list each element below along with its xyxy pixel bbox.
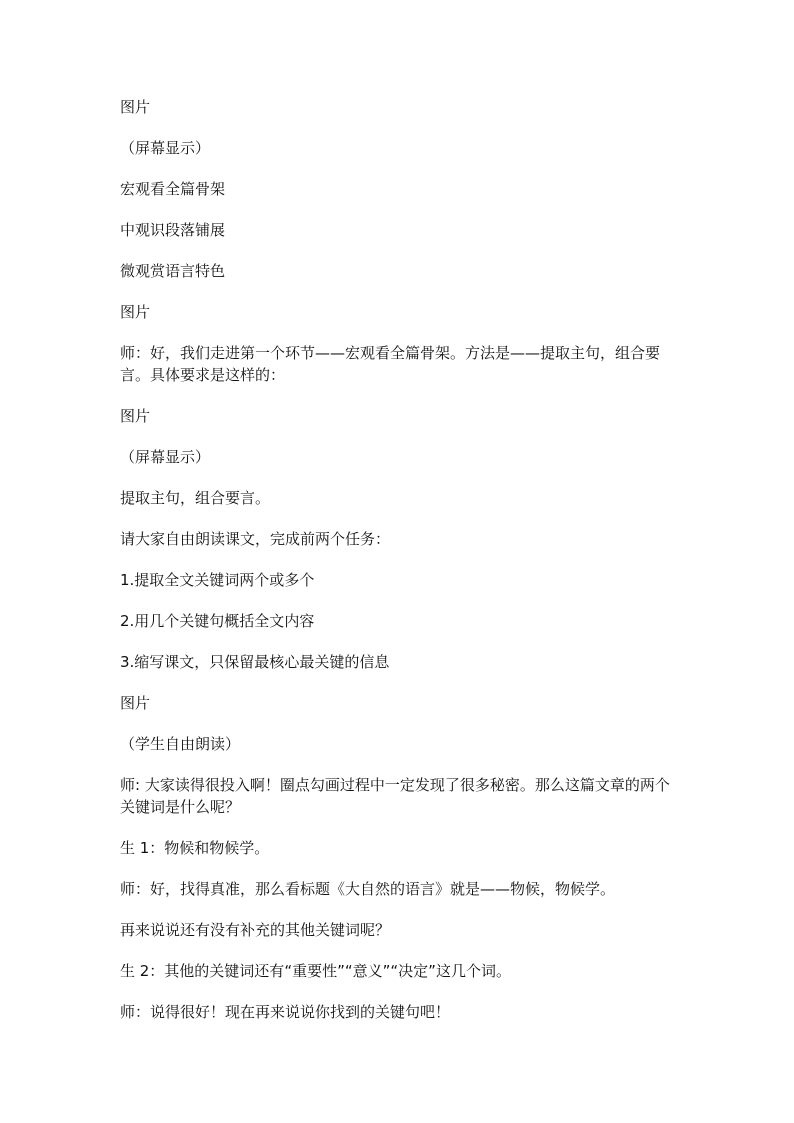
teacher-dialogue: 师：说得很好！现在再来说说你找到的关键句吧！ bbox=[120, 1003, 451, 1021]
meso-view-line: 中观识段落铺展 bbox=[120, 221, 226, 239]
macro-view-line: 宏观看全篇骨架 bbox=[120, 180, 226, 198]
task-item-2: 2.用几个关键句概括全文内容 bbox=[120, 612, 315, 630]
student-answer-2: 生 2：其他的关键词还有“重要性”“意义”“决定”这几个词。 bbox=[120, 962, 511, 980]
screen-display-note: （屏幕显示） bbox=[120, 448, 211, 466]
method-line: 提取主句，组合要言。 bbox=[120, 489, 271, 507]
teacher-dialogue: 师：好，找得真准，那么看标题《大自然的语言》就是——物候，物候学。 bbox=[120, 880, 616, 898]
instruction-line: 请大家自由朗读课文，完成前两个任务： bbox=[120, 530, 391, 548]
image-placeholder-text: 图片 bbox=[120, 98, 151, 116]
student-answer-1: 生 1：物候和物候学。 bbox=[120, 839, 270, 857]
image-placeholder-text: 图片 bbox=[120, 407, 151, 425]
task-item-3: 3.缩写课文，只保留最核心最关键的信息 bbox=[120, 653, 390, 671]
image-placeholder-text: 图片 bbox=[120, 694, 151, 712]
student-reading-note: （学生自由朗读） bbox=[120, 735, 241, 753]
teacher-dialogue: 师：好，我们走进第一个环节——宏观看全篇骨架。方法是——提取主句，组合要言。具体要求是这样的： bbox=[120, 344, 661, 384]
document-body bbox=[120, 96, 680, 1042]
teacher-dialogue: 师: 大家读得很投入啊！圈点勾画过程中一定发现了很多秘密。那么这篇文章的两个关键词是什么呢？ bbox=[120, 776, 670, 816]
micro-view-line: 微观赏语言特色 bbox=[120, 262, 226, 280]
follow-up-question: 再来说说还有没有补充的其他关键词呢？ bbox=[120, 921, 391, 939]
task-item-1: 1.提取全文关键词两个或多个 bbox=[120, 571, 315, 589]
screen-display-note: （屏幕显示） bbox=[120, 139, 211, 157]
image-placeholder-text: 图片 bbox=[120, 303, 151, 321]
